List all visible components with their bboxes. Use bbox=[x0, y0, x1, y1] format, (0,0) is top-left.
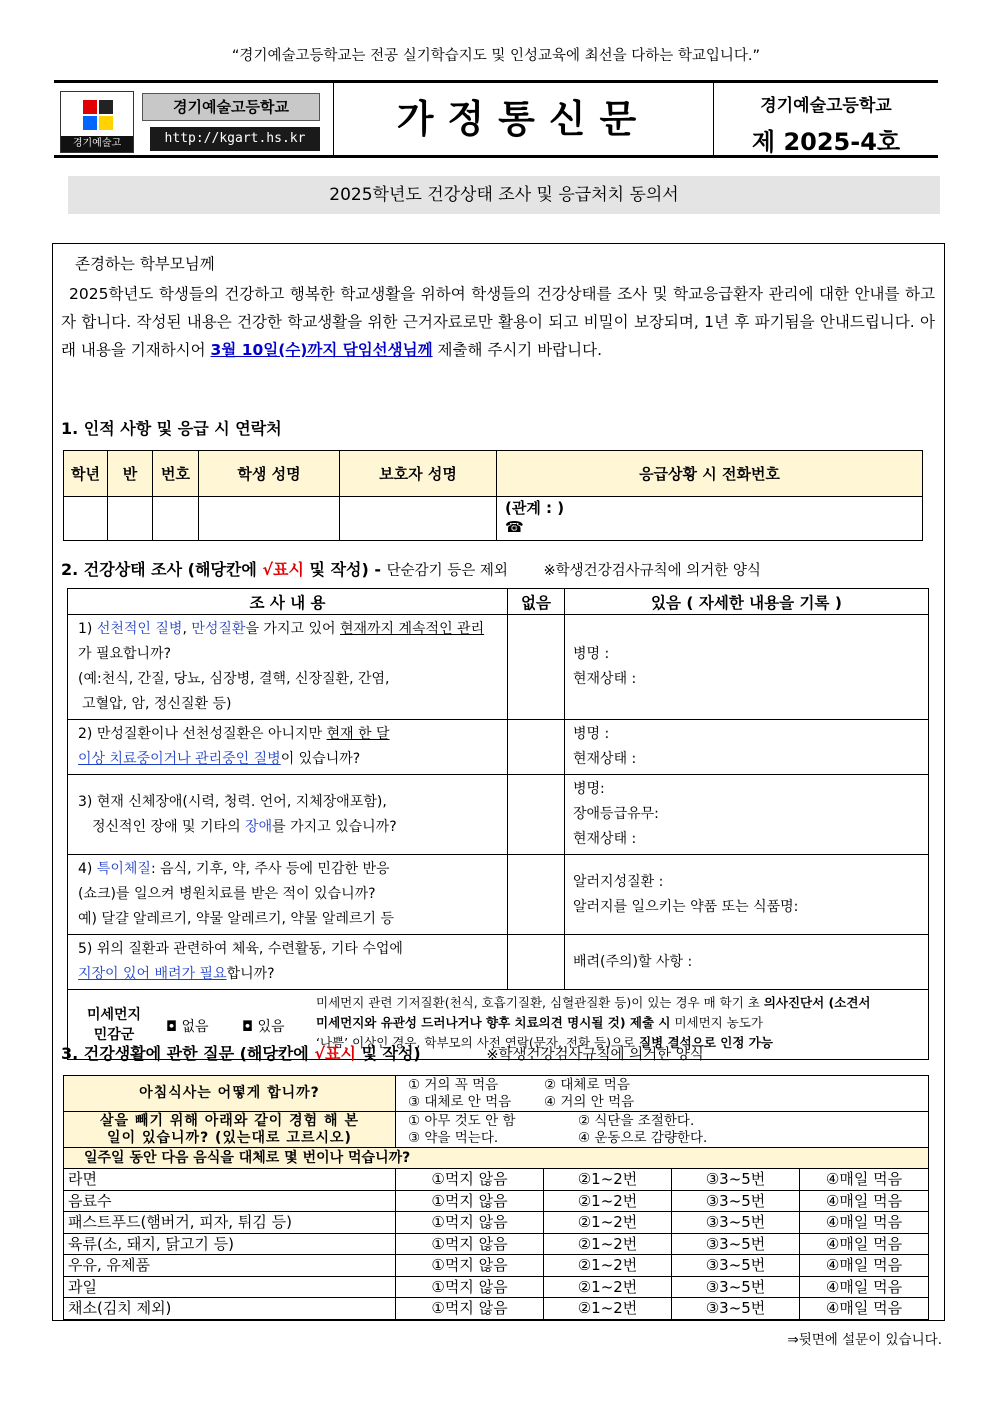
fine-dust-label bbox=[76, 1005, 152, 1045]
section2-title-b: 및 작성) - bbox=[303, 560, 387, 579]
survey-row-1 bbox=[68, 615, 929, 720]
issue-info bbox=[714, 83, 938, 155]
q5-none-checkbox[interactable] bbox=[508, 935, 565, 990]
food-option-1[interactable]: ①먹지 않음 bbox=[396, 1190, 544, 1212]
fine-dust-label-2: 민감군 bbox=[93, 1026, 135, 1043]
section2-rule-note: ※학생건강검사규칙에 의거한 양식 bbox=[543, 563, 761, 579]
food-row bbox=[64, 1169, 929, 1191]
section3-title bbox=[61, 1041, 704, 1064]
q4-answer-field[interactable] bbox=[565, 855, 929, 935]
q4-prefix: 4) bbox=[78, 861, 97, 877]
q2-prefix: 2) 만성질환이나 선천성질환은 아니지만 bbox=[78, 726, 327, 742]
breakfast-opt-1[interactable]: ① 거의 꼭 먹음 bbox=[408, 1076, 499, 1093]
q1-chronic: 만성질환 bbox=[191, 621, 246, 637]
question-1 bbox=[68, 615, 508, 720]
q4-allergen-label: 알러지를 일으키는 약품 또는 식품명: bbox=[573, 898, 799, 915]
survey-row-5 bbox=[68, 935, 929, 990]
col-class: 반 bbox=[108, 451, 153, 497]
dust-text-3: ‘나쁨’ 이상인 경우, 학부모의 사전 연락(문자, 전화 등)으로 bbox=[316, 1034, 640, 1050]
q1-answer-field[interactable] bbox=[565, 615, 929, 720]
food-row bbox=[64, 1276, 929, 1298]
lifestyle-table bbox=[63, 1075, 929, 1320]
section2-exclusion-note: 단순감기 등은 제외 bbox=[386, 563, 508, 579]
fine-dust-yes-option[interactable]: ◘ 있음 bbox=[242, 1018, 285, 1035]
food-frequency-question: 일주일 동안 다음 음식을 대체로 몇 번이나 먹습니까? bbox=[64, 1148, 929, 1169]
survey-row-4 bbox=[68, 855, 929, 935]
q5-line1: 5) 위의 질환과 관련하여 체육, 수련활동, 기타 수업에 bbox=[78, 941, 403, 957]
logo-yellow-square bbox=[99, 116, 113, 130]
food-option-3[interactable]: ③3~5번 bbox=[672, 1169, 800, 1191]
section2-title bbox=[61, 557, 761, 580]
question-5 bbox=[68, 935, 508, 990]
greeting: 존경하는 학부모님께 bbox=[75, 255, 215, 273]
contact-table bbox=[63, 450, 923, 541]
grade-field[interactable] bbox=[64, 497, 108, 541]
back-page-note: ⇒뒷면에 설문이 있습니다. bbox=[787, 1332, 942, 1348]
col-grade: 학년 bbox=[64, 451, 108, 497]
q1-examples-2: 고혈압, 암, 정신질환 등) bbox=[82, 696, 232, 712]
col-guardian-name: 보호자 성명 bbox=[340, 451, 497, 497]
weight-loss-options[interactable] bbox=[396, 1112, 929, 1148]
q1-status-label: 현재상태 : bbox=[573, 671, 637, 687]
food-option-1[interactable]: ①먹지 않음 bbox=[396, 1233, 544, 1255]
food-option-3[interactable]: ③3~5번 bbox=[672, 1298, 800, 1320]
q2-status-label: 현재상태 : bbox=[573, 751, 637, 767]
guardian-name-field[interactable] bbox=[340, 497, 497, 541]
q2-end: 이 있습니까? bbox=[280, 751, 361, 767]
q4-line2: (쇼크)를 일으켜 병원치료를 받은 적이 있습니까? bbox=[78, 886, 376, 902]
q3-line1: 3) 현재 신체장애(시력, 청력. 언어, 지체장애포함), bbox=[78, 793, 387, 810]
survey-row-2 bbox=[68, 720, 929, 775]
q3-status-label: 현재상태 : bbox=[573, 831, 637, 847]
food-option-2[interactable]: ②1~2번 bbox=[544, 1233, 672, 1255]
document-subtitle: 2025학년도 건강상태 조사 및 응급처치 동의서 bbox=[68, 176, 940, 214]
breakfast-opt-2[interactable]: ② 대체로 먹음 bbox=[544, 1076, 630, 1093]
question-4 bbox=[68, 855, 508, 935]
breakfast-question: 아침식사는 어떻게 합니까? bbox=[64, 1076, 396, 1112]
section3-rule-note: ※학생건강검사규칙에 의거한 양식 bbox=[486, 1047, 704, 1063]
food-option-2[interactable]: ②1~2번 bbox=[544, 1298, 672, 1320]
food-option-4[interactable]: ④매일 먹음 bbox=[800, 1255, 929, 1277]
student-name-field[interactable] bbox=[199, 497, 340, 541]
food-option-1[interactable]: ①먹지 않음 bbox=[396, 1298, 544, 1320]
dust-text-1: 미세먼지 관련 기저질환(천식, 호흡기질환, 심혈관질환 등)이 있는 경우 매 학기 초 bbox=[316, 994, 764, 1010]
number-field[interactable] bbox=[153, 497, 199, 541]
weight-opt-1[interactable]: ① 아무 것도 안 함 bbox=[408, 1112, 516, 1129]
food-option-3[interactable]: ③3~5번 bbox=[672, 1276, 800, 1298]
q4-none-checkbox[interactable] bbox=[508, 855, 565, 935]
health-survey-table bbox=[67, 588, 929, 1060]
question-2 bbox=[68, 720, 508, 775]
class-field[interactable] bbox=[108, 497, 153, 541]
q5-answer-field[interactable] bbox=[565, 935, 929, 990]
school-logo bbox=[60, 91, 134, 153]
logo-blue-square bbox=[83, 116, 97, 130]
check-mark-text: √표시 bbox=[262, 560, 304, 579]
food-option-4[interactable]: ④매일 먹음 bbox=[800, 1298, 929, 1320]
q1-examples: (예:천식, 간질, 당뇨, 심장병, 결핵, 신장질환, 간염, bbox=[78, 671, 390, 687]
q3-none-checkbox[interactable] bbox=[508, 775, 565, 855]
food-option-4[interactable]: ④매일 먹음 bbox=[800, 1190, 929, 1212]
q1-sep: , bbox=[182, 621, 192, 637]
food-option-2[interactable]: ②1~2번 bbox=[544, 1190, 672, 1212]
q2-answer-field[interactable] bbox=[565, 720, 929, 775]
school-name: 경기예술고등학교 bbox=[142, 93, 320, 121]
food-row bbox=[64, 1298, 929, 1320]
food-option-4[interactable]: ④매일 먹음 bbox=[800, 1212, 929, 1234]
food-row bbox=[64, 1255, 929, 1277]
issue-number: 제 2025-4호 bbox=[751, 128, 901, 156]
food-option-1[interactable]: ①먹지 않음 bbox=[396, 1212, 544, 1234]
q2-none-checkbox[interactable] bbox=[508, 720, 565, 775]
q1-disease-label: 병명 : bbox=[573, 646, 610, 662]
food-option-4[interactable]: ④매일 먹음 bbox=[800, 1169, 929, 1191]
breakfast-opt-4[interactable]: ④ 거의 안 먹음 bbox=[544, 1093, 635, 1110]
section3-title-b: 및 작성) bbox=[355, 1044, 421, 1063]
weight-opt-3[interactable]: ③ 약을 먹는다. bbox=[408, 1129, 499, 1146]
food-item: 과일 bbox=[64, 1276, 396, 1298]
weight-question-1: 살을 빼기 위해 아래와 같이 경험 해 본 bbox=[100, 1112, 359, 1129]
emergency-phone-field[interactable] bbox=[497, 497, 923, 541]
intro-paragraph bbox=[61, 280, 935, 364]
survey-row-3 bbox=[68, 775, 929, 855]
food-option-4[interactable]: ④매일 먹음 bbox=[800, 1276, 929, 1298]
school-url: http://kgart.hs.kr bbox=[150, 127, 320, 151]
section3-check-mark: √표시 bbox=[314, 1044, 356, 1063]
food-item: 패스트푸드(햄버거, 피자, 튀김 등) bbox=[64, 1212, 396, 1234]
logo-black-square bbox=[99, 100, 113, 114]
food-frequency-header-row bbox=[64, 1148, 929, 1169]
food-option-4[interactable]: ④매일 먹음 bbox=[800, 1233, 929, 1255]
section3-title-a: 3. 건강생활에 관한 질문 (해당칸에 bbox=[61, 1044, 315, 1063]
food-item: 우유, 유제품 bbox=[64, 1255, 396, 1277]
q3-answer-field[interactable] bbox=[565, 775, 929, 855]
q4-allergy-label: 알러지성질환 : bbox=[573, 873, 664, 890]
weight-opt-4[interactable]: ④ 운동으로 감량한다. bbox=[578, 1129, 708, 1146]
breakfast-opt-3[interactable]: ③ 대체로 안 먹음 bbox=[408, 1093, 512, 1110]
food-item: 육류(소, 돼지, 닭고기 등) bbox=[64, 1233, 396, 1255]
logo-label: 경기예술고 bbox=[61, 136, 133, 152]
main-form bbox=[52, 243, 945, 1321]
food-option-3[interactable]: ③3~5번 bbox=[672, 1255, 800, 1277]
col-number: 번호 bbox=[153, 451, 199, 497]
weight-question-2: 일이 있습니까? (있는대로 고르시오) bbox=[107, 1129, 352, 1146]
fine-dust-label-1: 미세먼지 bbox=[86, 1006, 142, 1023]
q1-continuous-care: 현재까지 계속적인 관리 bbox=[339, 621, 485, 637]
weight-opt-2[interactable]: ② 식단을 조절한다. bbox=[578, 1112, 695, 1129]
issuer-school: 경기예술고등학교 bbox=[760, 96, 892, 116]
q3-line2a: 정신적인 장애 및 기타의 bbox=[92, 818, 246, 835]
q5-consideration: 지장이 있어 배려가 필요 bbox=[78, 966, 227, 982]
q5-consideration-label: 배려(주의)할 사항 : bbox=[573, 953, 693, 970]
dust-text-3b: 질병 결석으로 인정 가능 bbox=[639, 1034, 773, 1050]
intro-text-1: 2025학년도 학생들의 건강하고 행복한 학교생활을 위하여 학생들의 건강상태를 조사 및 학교응급환자 관리에 대한 안내를 하고자 합니다. 작성된 내용은 건강한 학교생활을 위한 근거자료로만 활용이 되고 비밀이 보장되며, 1년 후 파기됨을 안내드립니다. 아래 내용을 기재하시어 bbox=[61, 285, 935, 359]
question-3 bbox=[68, 775, 508, 855]
q2-under-b: 이상 치료중이거나 관리중인 질병 bbox=[78, 751, 281, 767]
q1-mid: 을 가지고 있어 bbox=[245, 621, 340, 637]
q3-disability: 장애 bbox=[245, 818, 273, 835]
document-title: 가정통신문 bbox=[334, 83, 714, 155]
q4-line3: 예) 달걀 알레르기, 약물 알레르기, 약물 알레르기 등 bbox=[78, 911, 394, 927]
q1-none-checkbox[interactable] bbox=[508, 615, 565, 720]
food-row bbox=[64, 1233, 929, 1255]
col-emergency-phone: 응급상황 시 전화번호 bbox=[497, 451, 923, 497]
section2-title-a: 2. 건강상태 조사 (해당칸에 bbox=[61, 560, 263, 579]
relation-label: (관계 : ) bbox=[505, 499, 565, 517]
intro-text-2: 제출해 주시기 바랍니다. bbox=[432, 341, 603, 359]
q2-disease-label: 병명 : bbox=[573, 726, 610, 742]
food-option-2[interactable]: ②1~2번 bbox=[544, 1276, 672, 1298]
col-yes: 있음 ( 자세한 내용을 기록 ) bbox=[565, 589, 929, 615]
food-option-2[interactable]: ②1~2번 bbox=[544, 1212, 672, 1234]
dust-text-1b: 의사진단서 (소견서 bbox=[763, 994, 871, 1010]
school-motto: “경기예술고등학교는 전공 실기학습지도 및 인성교육에 최선을 다하는 학교입니다.” bbox=[231, 48, 761, 64]
weight-loss-row bbox=[64, 1112, 929, 1148]
food-option-1[interactable]: ①먹지 않음 bbox=[396, 1169, 544, 1191]
breakfast-options[interactable] bbox=[396, 1076, 929, 1112]
phone-icon: ☎ bbox=[505, 518, 524, 536]
food-item: 채소(김치 제외) bbox=[64, 1298, 396, 1320]
q2-under-a: 현재 한 달 bbox=[326, 726, 390, 742]
food-option-1[interactable]: ①먹지 않음 bbox=[396, 1276, 544, 1298]
letterhead bbox=[54, 80, 938, 158]
food-option-2[interactable]: ②1~2번 bbox=[544, 1255, 672, 1277]
q4-idiosyncrasy: 특이체질 bbox=[96, 861, 151, 877]
weight-loss-question bbox=[64, 1112, 396, 1148]
fine-dust-none-option[interactable]: ◘ 없음 bbox=[166, 1018, 209, 1035]
q3-line2b: 를 가지고 있습니까? bbox=[272, 818, 397, 835]
dust-text-2: 미세먼지와 유관성 드러나거나 향후 치료의견 명시될 것) 제출 시 bbox=[316, 1014, 671, 1030]
school-logo-area bbox=[54, 83, 334, 155]
q5-end: 합니까? bbox=[226, 966, 275, 982]
col-content: 조 사 내 용 bbox=[68, 589, 508, 615]
food-item: 음료수 bbox=[64, 1190, 396, 1212]
deadline-highlight: 3월 10일(수)까지 담임선생님께 bbox=[210, 341, 433, 359]
food-option-2[interactable]: ②1~2번 bbox=[544, 1169, 672, 1191]
food-option-3[interactable]: ③3~5번 bbox=[672, 1190, 800, 1212]
food-option-1[interactable]: ①먹지 않음 bbox=[396, 1255, 544, 1277]
col-none: 없음 bbox=[508, 589, 565, 615]
q1-prefix: 1) bbox=[78, 621, 97, 637]
logo-red-square bbox=[83, 100, 97, 114]
food-row bbox=[64, 1190, 929, 1212]
q3-grade-label: 장애등급유무: bbox=[573, 806, 659, 822]
section1-title: 1. 인적 사항 및 응급 시 연락처 bbox=[61, 419, 282, 438]
food-item: 라면 bbox=[64, 1169, 396, 1191]
q1-end: 가 필요합니까? bbox=[78, 646, 172, 662]
q3-disease-label: 병명: bbox=[573, 781, 605, 797]
q4-line1: : 음식, 기후, 약, 주사 등에 민감한 반응 bbox=[150, 861, 390, 877]
dust-text-2b: 미세먼지 농도가 bbox=[670, 1014, 763, 1030]
q1-congenital: 선천적인 질병 bbox=[96, 621, 183, 637]
breakfast-row bbox=[64, 1076, 929, 1112]
food-frequency-rows bbox=[64, 1169, 929, 1320]
food-row bbox=[64, 1212, 929, 1234]
food-option-3[interactable]: ③3~5번 bbox=[672, 1212, 800, 1234]
col-student-name: 학생 성명 bbox=[199, 451, 340, 497]
food-option-3[interactable]: ③3~5번 bbox=[672, 1233, 800, 1255]
